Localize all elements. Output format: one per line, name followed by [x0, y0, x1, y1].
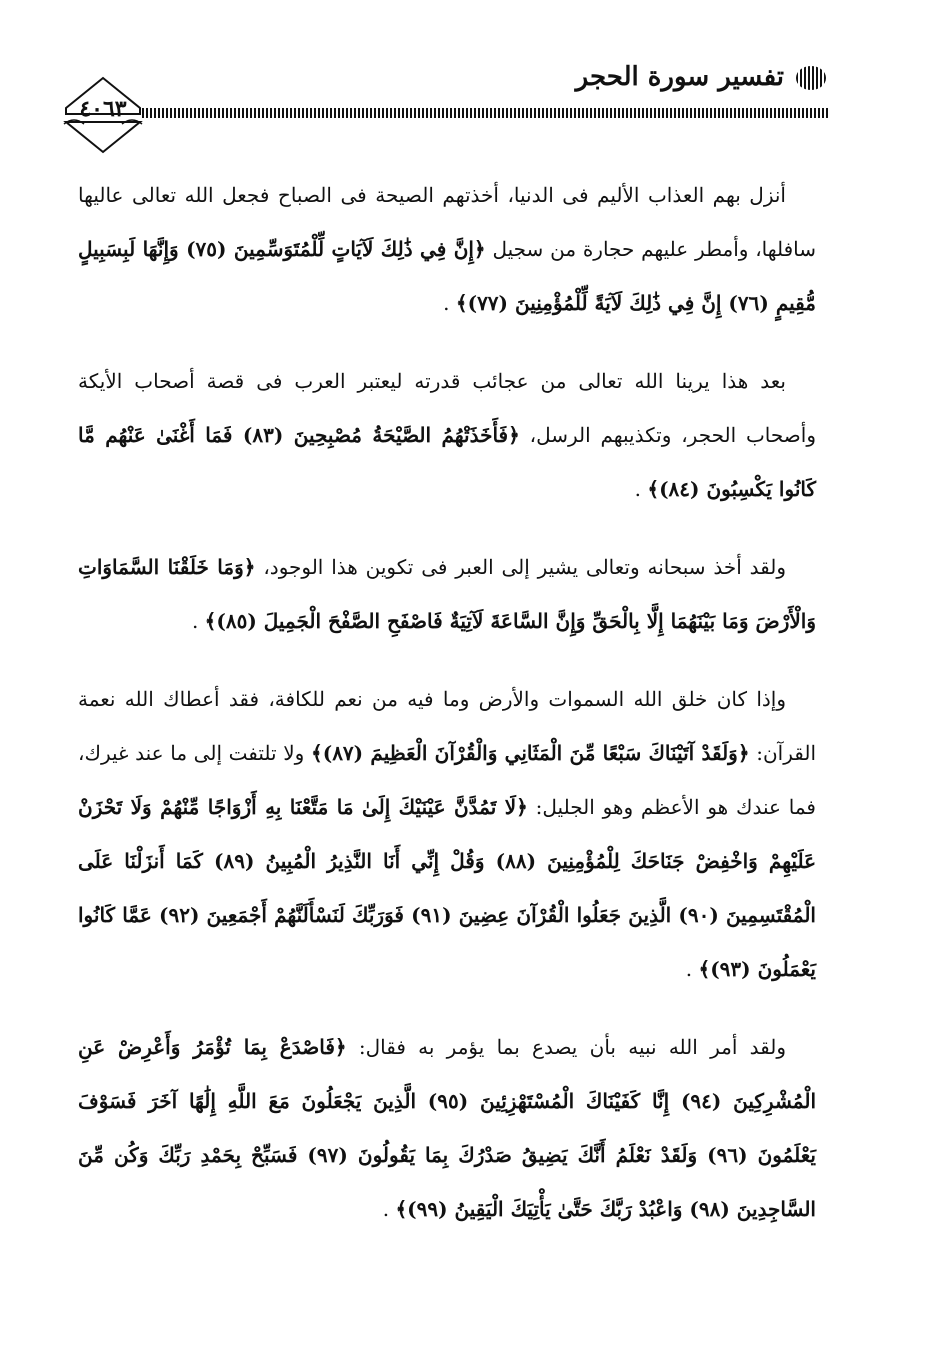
quran-verse: ﴿وَمَا خَلَقْنَا السَّمَاوَاتِ وَالْأَرْضَ وَمَا بَيْنَهُمَا إِلَّا بِالْحَقِّ وَإِنَّ السَّاعَةَ لَآتِيَةٌ فَاصْفَحِ الصَّفْحَ الْجَمِيلَ (٨٥)﴾	[78, 555, 816, 633]
quran-verse: ﴿فَأَخَذَتْهُمُ الصَّيْحَةُ مُصْبِحِينَ (٨٣) فَمَا أَغْنَىٰ عَنْهُم مَّا كَانُوا يَكْسِبُونَ (٨٤)﴾	[78, 423, 816, 501]
paragraph-text: ولقد أخذ سبحانه وتعالى يشير إلى العبر فى تكوين هذا الوجود،	[263, 555, 787, 579]
paragraph-text: أنزل بهم العذاب الأليم فى الدنيا، أخذتهم الصيحة فى الصباح فجعل الله تعالى عاليها سافلها، وأمطر عليهم حجارة من سجيل	[78, 183, 816, 261]
paragraph-text-2: ولا تلتفت إلى ما عند غيرك، فما عندك هو الأعظم وهو الجليل:	[78, 741, 816, 819]
page-number: ٤٠٦٣	[79, 96, 127, 122]
paragraph-tail: .	[191, 609, 199, 633]
paragraph-4	[78, 672, 816, 996]
paragraph-text: بعد هذا يرينا الله تعالى من عجائب قدرته ليعتبر العرب فى قصة أصحاب الأيكة وأصحاب الحجر، وتكذيبهم الرسل،	[78, 369, 817, 447]
page-number-badge	[60, 74, 146, 154]
quran-verse: ﴿وَلَقَدْ آتَيْنَاكَ سَبْعًا مِّنَ الْمَثَانِي وَالْقُرْآنَ الْعَظِيمَ (٨٧)﴾	[311, 741, 750, 765]
paragraph-3	[78, 540, 816, 648]
paragraph-tail: .	[634, 477, 641, 501]
quran-verse: ﴿فَاصْدَعْ بِمَا تُؤْمَرُ وَأَعْرِضْ عَنِ الْمُشْرِكِينَ (٩٤) إِنَّا كَفَيْنَاكَ الْمُسْتَهْزِئِينَ (٩٥) الَّذِينَ يَجْعَلُونَ مَعَ اللَّهِ إِلَٰهًا آخَرَ فَسَوْفَ يَعْلَمُونَ (٩٦) وَلَقَدْ نَعْلَمُ أَنَّكَ يَضِيقُ صَدْرُكَ بِمَا يَقُولُونَ (٩٧) فَسَبِّحْ بِحَمْدِ رَبِّكَ وَكُن مِّنَ السَّاجِدِينَ (٩٨) وَاعْبُدْ رَبَّكَ حَتَّىٰ يَأْتِيَكَ الْيَقِينُ (٩٩)﴾	[78, 1035, 817, 1221]
running-title: تفسير سورة الحجر	[575, 62, 784, 92]
paragraph-text: ولقد أمر الله نبيه بأن يصدع بما يؤمر به فقال:	[358, 1035, 786, 1059]
paragraph-tail: .	[443, 291, 450, 315]
paragraph-tail: .	[382, 1197, 390, 1221]
paragraph-1	[78, 168, 816, 330]
page-header	[60, 56, 830, 156]
quran-verse: ﴿إِنَّ فِي ذَٰلِكَ لَآيَاتٍ لِّلْمُتَوَسِّمِينَ (٧٥) وَإِنَّهَا لَبِسَبِيلٍ مُّقِيمٍ (٧٦) إِنَّ فِي ذَٰلِكَ لَآيَةً لِّلْمُؤْمِنِينَ (٧٧)﴾	[78, 237, 816, 315]
header-rule	[142, 108, 830, 118]
quran-verse-2: ﴿لَا تَمُدَّنَّ عَيْنَيْكَ إِلَىٰ مَا مَتَّعْنَا بِهِ أَزْوَاجًا مِّنْهُمْ وَلَا تَحْزَنْ عَلَيْهِمْ وَاخْفِضْ جَنَاحَكَ لِلْمُؤْمِنِينَ (٨٨) وَقُلْ إِنِّي أَنَا النَّذِيرُ الْمُبِينُ (٨٩) كَمَا أَنزَلْنَا عَلَى الْمُقْتَسِمِينَ (٩٠) الَّذِينَ جَعَلُوا الْقُرْآنَ عِضِينَ (٩١) فَوَرَبِّكَ لَنَسْأَلَنَّهُمْ أَجْمَعِينَ (٩٢) عَمَّا كَانُوا يَعْمَلُونَ (٩٣)﴾	[78, 795, 816, 981]
paragraph-tail: .	[685, 957, 693, 981]
ornament-icon	[796, 66, 826, 90]
page-body	[78, 168, 816, 1260]
paragraph-5	[78, 1020, 816, 1236]
paragraph-2	[78, 354, 816, 516]
paragraph-text: وإذا كان خلق الله السموات والأرض وما فيه من نعم للكافة، فقد أعطاك الله نعمة القرآن:	[78, 687, 817, 765]
